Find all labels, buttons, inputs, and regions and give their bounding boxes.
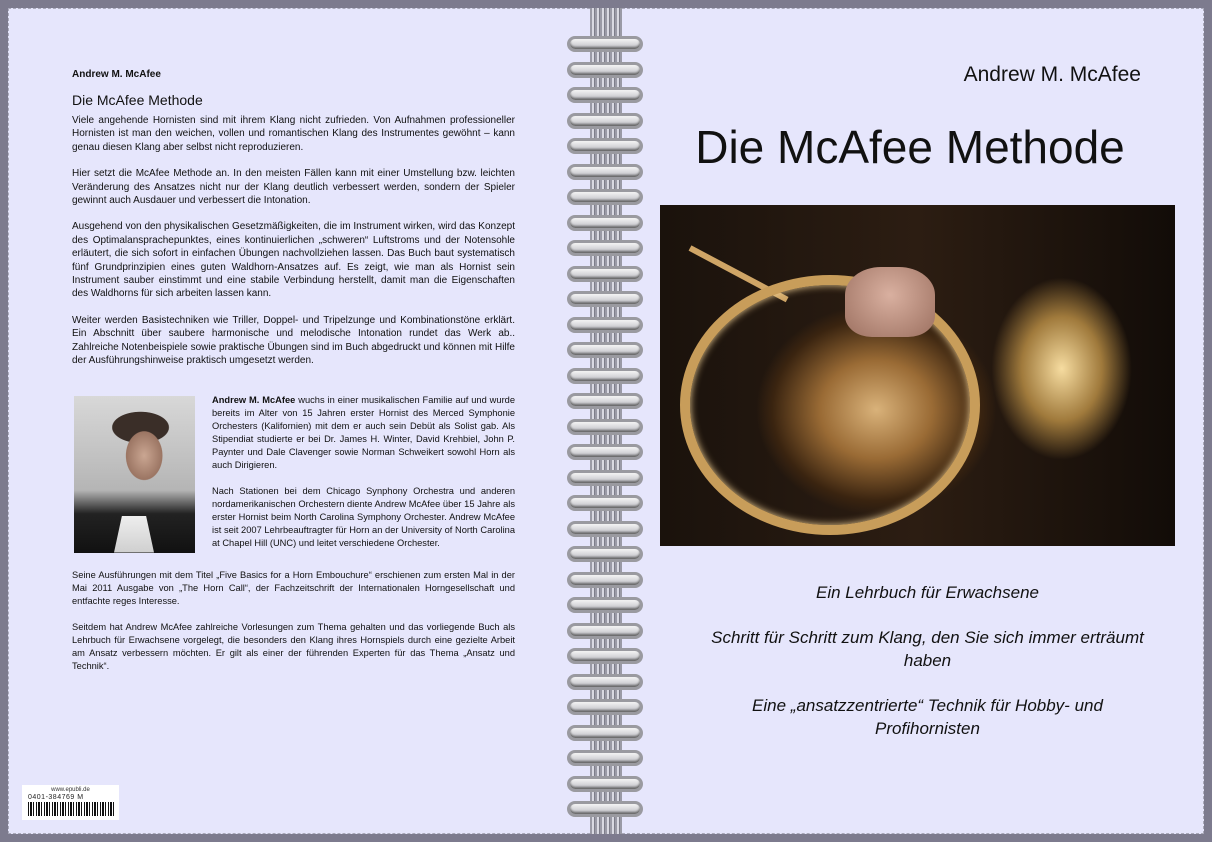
bio-paragraph: Seitdem hat Andrew McAfee zahlreiche Vorlesungen zum Thema gehalten und das vorliegende Buch als Lehrbuch für Erwachsene vorgelegt, die besonders den Klang ihres Hornspiels durch eine gezielte Arbeit am Ansatz verbessern möchten. Er gilt als einer der führenden Experten für das Thema „Ansatz und Technik“.: [72, 621, 515, 671]
spiral-ring: [567, 470, 643, 486]
barcode-bars: [28, 802, 114, 816]
isbn-barcode: [22, 785, 119, 820]
spiral-ring: [567, 776, 643, 792]
tagline: Ein Lehrbuch für Erwachsene: [815, 583, 1040, 602]
spiral-ring: [567, 164, 643, 180]
spiral-ring: [567, 648, 643, 664]
french-horn-photo: [660, 205, 1175, 546]
spiral-ring: [567, 546, 643, 562]
bio-name: Andrew M. McAfee: [212, 394, 296, 405]
bio-text: wuchs in einer musikalischen Familie auf und wurde bereits im Alter von 15 Jahren erster Hornist des Merced Symphonie Orchesters (Kalifornien) mit dem er auch sein Debüt als Solist gab. Als Stipendiat studierte er bei Dr. James H. Winter, David Krehbiel, John P. Paynter und Dale Clavenger sowie Norman Schweikert sowohl Horn als auch Dirigieren.: [212, 394, 515, 470]
spiral-ring: [567, 521, 643, 537]
back-description: [72, 114, 515, 368]
spiral-ring: [567, 393, 643, 409]
spiral-ring: [567, 597, 643, 613]
spiral-ring: [567, 368, 643, 384]
back-author: Andrew M. McAfee: [72, 69, 161, 80]
paragraph: Weiter werden Basistechniken wie Triller, Doppel- und Tripelzunge und Kombinationstöne erklärt. Ein Abschnitt über saubere harmonische und melodische Intonation rundet das Werk ab.. Zahlreiche Notenbeispiele sowie praktische Übungen sind im Buch abgedruckt und können mit Hilfe der Ausführungshinweise praktisch umgesetzt werden.: [72, 314, 515, 367]
paragraph: Hier setzt die McAfee Methode an. In den meisten Fällen kann mit einer Umstellung bzw. leichten Veränderung des Ansatzes nicht nur der Klang deutlich verbessert werden, sondern der Spieler gewinnt auch Ausdauer und verbessert die Intonation.: [72, 168, 515, 207]
spiral-ring: [567, 495, 643, 511]
back-title: Die McAfee Methode: [72, 92, 203, 108]
spiral-ring: [567, 87, 643, 103]
spiral-ring: [567, 215, 643, 231]
spiral-ring: [567, 572, 643, 588]
front-author: Andrew M. McAfee: [963, 63, 1141, 86]
spiral-ring: [567, 342, 643, 358]
spiral-ring: [567, 725, 643, 741]
spiral-ring: [567, 113, 643, 129]
author-photo: [74, 396, 195, 553]
barcode-number: 0401-384769 M: [28, 794, 84, 801]
bio-paragraph: Nach Stationen bei dem Chicago Synphony Orchestra und anderen nordamerikanischen Orchestern diente Andrew McAfee über 15 Jahre als erster Hornist beim North Carolina Symphony Orchester. Andrew McAfee ist seit 2007 Lehrbeauftragter für Horn an der University of North Carolina at Chapel Hill (UNC) und leitet verschiedene Orchester.: [212, 485, 515, 548]
spiral-ring: [567, 674, 643, 690]
spiral-ring: [567, 36, 643, 52]
spiral-ring: [567, 138, 643, 154]
bio-paragraph: Seine Ausführungen mit dem Titel „Five Basics for a Horn Embouchure“ erschienen zum ersten Mal in der Mai 2011 Ausgabe von „The Horn Call“, der Fachzeitschrift der Internationalen Horngesellschaft und entfachte reges Interesse.: [72, 569, 515, 606]
author-bio: [72, 394, 515, 563]
spiral-ring: [567, 750, 643, 766]
spiral-ring: [567, 444, 643, 460]
taglines: [700, 581, 1155, 762]
spiral-ring: [567, 801, 643, 817]
tagline: Schritt für Schritt zum Klang, den Sie sich immer erträumt haben: [711, 628, 1144, 670]
publisher-url: www.epubli.de: [51, 787, 90, 793]
paragraph: Viele angehende Hornisten sind mit ihrem Klang nicht zufrieden. Von Aufnahmen professioneller Hornisten ist man den weichen, vollen und romantischen Klang des Instrumentes gewöhnt – kann genau diesen Klang aber selbst nicht reproduzieren.: [72, 115, 515, 153]
spiral-ring: [567, 240, 643, 256]
author-bio-continued: [72, 569, 515, 673]
spiral-ring: [567, 623, 643, 639]
spiral-ring: [567, 317, 643, 333]
spiral-ring: [567, 419, 643, 435]
spiral-ring: [567, 699, 643, 715]
spiral-ring: [567, 266, 643, 282]
spiral-ring: [567, 189, 643, 205]
tagline: Eine „ansatzzentrierte“ Technik für Hobby- und Profihornisten: [752, 696, 1103, 738]
spiral-ring: [567, 291, 643, 307]
paragraph: Ausgehend von den physikalischen Gesetzmäßigkeiten, die im Instrument wirken, wird das Konzept des Optimalansprachepunktes, eines kontinuierlichen „schweren“ Luftstroms und der Notensohle erläutert, die sich sofort in einfachen Übungen nachvollziehen lassen. Das Buch baut systematisch fünf Grundprinzipien eines guten Waldhorn-Ansatzes auf. Es zeigt, wie man als Hornist sein Instrument sauber einstimmt und eine stabile Verbindung herstellt, damit man die Eigenschaften des Waldhorns für sich arbeiten lassen kann.: [72, 221, 515, 300]
spiral-ring: [567, 62, 643, 78]
back-cover-column: [72, 69, 515, 686]
front-title: Die McAfee Methode: [695, 121, 1125, 173]
